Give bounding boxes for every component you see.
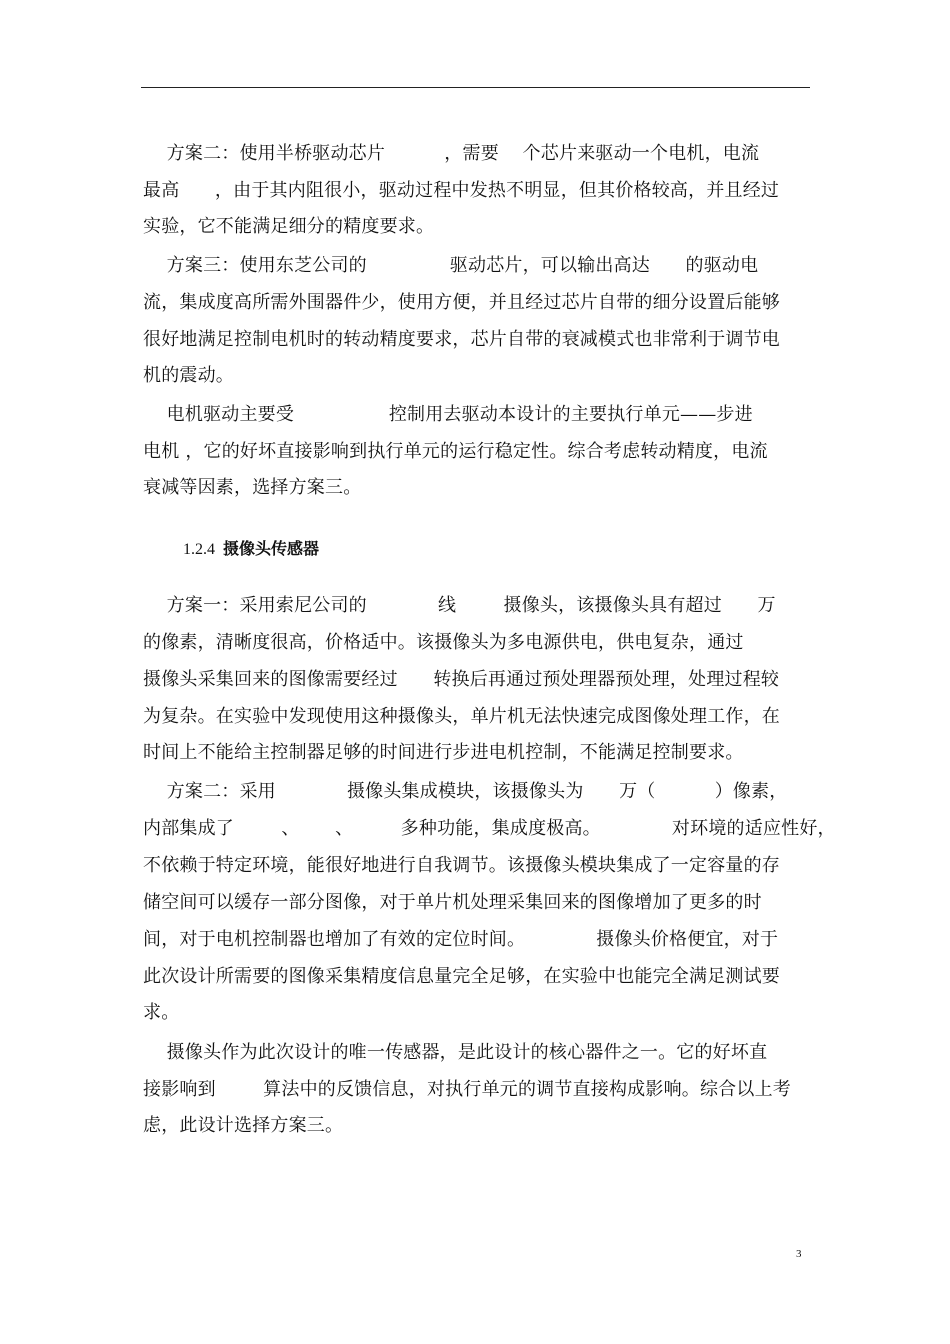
text-line: 接影响到 算法中的反馈信息，对执行单元的调节直接构成影响。综合以上考 [143,1079,791,1100]
text-line: 的像素，清晰度很高，价格适中。该摄像头为多电源供电，供电复杂，通过 [143,632,744,653]
text-line: 方案二：采用 摄像头集成模块，该摄像头为 万（ ）像素， [143,781,788,802]
text-line: 为复杂。在实验中发现使用这种摄像头，单片机无法快速完成图像处理工作，在 [143,706,780,727]
text-line: 虑，此设计选择方案三。 [143,1115,344,1136]
text-line: 间，对于电机控制器也增加了有效的定位时间。 摄像头价格便宜，对于 [143,929,779,950]
text-line: 不依赖于特定环境，能很好地进行自我调节。该摄像头模块集成了一定容量的存 [143,855,780,876]
text-line: 求。 [143,1002,180,1023]
text-line: 方案一：采用索尼公司的 线 摄像头，该摄像头具有超过 万 [143,595,776,616]
text-line: 时间上不能给主控制器足够的时间进行步进电机控制，不能满足控制要求。 [143,742,744,763]
header-rule [141,87,810,88]
section-number: 1.2.4 [183,541,215,558]
text-line: 储空间可以缓存一部分图像，对于单片机处理采集回来的图像增加了更多的时 [143,892,762,913]
text-line: 摄像头采集回来的图像需要经过 转换后再通过预处理器预处理，处理过程较 [143,669,780,690]
section-heading [183,536,319,563]
text-line: 最高 ，由于其内阻很小，驱动过程中发热不明显，但其价格较高，并且经过 [143,180,780,201]
text-line: 电机 ，它的好坏直接影响到执行单元的运行稳定性。综合考虑转动精度，电流 [143,441,768,462]
text-line: 方案二：使用半桥驱动芯片 ，需要 个芯片来驱动一个电机，电流 [143,143,760,164]
text-line: 衰减等因素，选择方案三。 [143,477,362,498]
text-line: 内部集成了 、 、 多种功能，集成度极高。 对环境的适应性好， [143,818,836,839]
text-line: 流，集成度高所需外围器件少，使用方便，并且经过芯片自带的细分设置后能够 [143,292,780,313]
section-title: 摄像头传感器 [223,539,320,558]
text-line: 电机驱动主要受 控制用去驱动本设计的主要执行单元——步进 [143,404,753,425]
text-line: 实验，它不能满足细分的精度要求。 [143,216,435,237]
page-number: 3 [796,1248,802,1260]
text-line: 方案三：使用东芝公司的 驱动芯片，可以输出高达 的驱动电 [143,255,759,276]
text-line: 摄像头作为此次设计的唯一传感器，是此设计的核心器件之一。它的好坏直 [143,1042,768,1063]
text-line: 机的震动。 [143,365,234,386]
text-line: 此次设计所需要的图像采集精度信息量完全足够，在实验中也能完全满足测试要 [143,966,780,987]
text-line: 很好地满足控制电机时的转动精度要求，芯片自带的衰减模式也非常利于调节电 [143,329,780,350]
